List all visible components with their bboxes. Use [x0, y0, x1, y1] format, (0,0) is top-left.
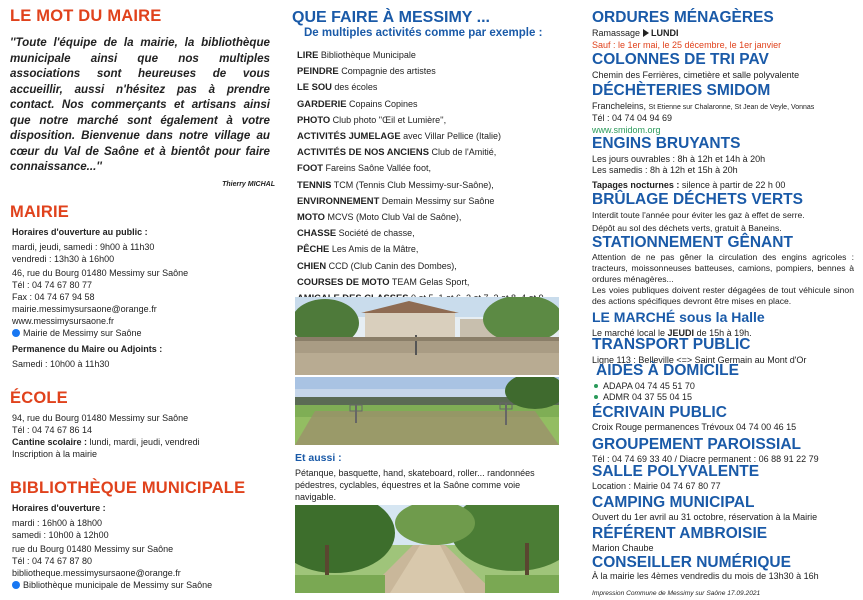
mairie-website[interactable]: www.messimysursaone.fr: [12, 316, 115, 326]
dech-tel: Tél : 04 74 04 94 69: [592, 113, 673, 123]
ambroisie-title: RÉFÉRENT AMBROISIE: [592, 525, 768, 542]
activity-name: PÊCHE: [297, 243, 330, 255]
activity-desc: des écoles: [331, 82, 378, 93]
admr-text: ADMR 04 37 55 04 15: [603, 392, 693, 402]
paroisse-title: GROUPEMENT PAROISSIAL: [592, 436, 801, 453]
activity-desc: Demain Messimy sur Saône: [379, 195, 495, 206]
ordures-title: ORDURES MÉNAGÈRES: [592, 9, 774, 26]
ecole-address: 94, rue du Bourg 01480 Messimy sur Saône: [12, 413, 189, 423]
activity-item: [297, 258, 565, 274]
ordures-ramassage: [592, 27, 679, 39]
activity-desc: Société de chasse,: [336, 228, 415, 239]
tapages: [592, 179, 785, 191]
ambroisie-text: Marion Chaube: [592, 543, 654, 553]
activity-list: [297, 47, 565, 306]
adapa-text: ADAPA 04 74 45 51 70: [603, 381, 695, 391]
tapages-label: Tapages nocturnes :: [592, 180, 680, 190]
photo-village-square: [295, 297, 559, 375]
activity-name: PHOTO: [297, 113, 331, 125]
biblio-hours-2: samedi : 10h00 à 12h00: [12, 530, 109, 540]
et-aussi-title: Et aussi :: [295, 452, 342, 464]
activity-item: [297, 47, 565, 63]
activity-item: [297, 160, 565, 176]
activity-name: LE SOU: [297, 81, 332, 93]
marche-title: LE MARCHÉ sous la Halle: [592, 309, 765, 325]
brulage-text-1: Interdit toute l'année pour éviter les gaz à effet de serre.: [592, 210, 805, 220]
tree-path-image: [295, 505, 559, 593]
mairie-perm: Samedi : 10h00 à 11h30: [12, 359, 110, 369]
photo-tree-path: [295, 505, 559, 593]
quefaire-subtitle: De multiples activités comme par exemple :: [304, 27, 543, 39]
activity-name: ACTIVITÉS DE NOS ANCIENS: [297, 146, 429, 158]
ecole-cantine-days: lundi, mardi, jeudi, vendredi: [87, 437, 200, 447]
transport-text: Ligne 113 : Belleville <=> Saint Germain au Mont d'Or: [592, 355, 807, 365]
et-aussi-text: Pétanque, basquette, hand, skateboard, roller... randonnées pédestres, cyclables, équestres et la Saône comme voie navigable.: [295, 468, 535, 502]
activity-name: LIRE: [297, 49, 319, 60]
aides-admr: [592, 391, 692, 403]
biblio-email[interactable]: bibliotheque.messimysursaone@orange.fr: [12, 568, 181, 578]
marche-post: de 15h à 19h.: [694, 328, 752, 338]
transport-title: TRANSPORT PUBLIC: [592, 336, 751, 353]
activity-name: CHASSE: [297, 227, 337, 239]
impression-note: Impression Commune de Messimy sur Saône 17.09.2021: [592, 590, 761, 597]
biblio-tel: Tél : 04 74 67 87 80: [12, 556, 93, 566]
activity-item: [297, 177, 565, 193]
activity-desc: TEAM Gelas Sport,: [389, 276, 470, 287]
brulage-title: BRÛLAGE DÉCHETS VERTS: [592, 191, 803, 208]
activity-name: GARDERIE: [297, 97, 347, 109]
camping-text: Ouvert du 1er avril au 31 octobre, réservation à la Mairie: [592, 512, 818, 522]
ecole-cantine: [12, 436, 274, 448]
activity-name: MOTO: [297, 211, 325, 223]
tri-text: Chemin des Ferrières, cimetière et salle polyvalente: [592, 70, 800, 80]
mot-title: LE MOT DU MAIRE: [10, 7, 162, 25]
activity-item: [297, 63, 565, 79]
biblio-hours-1: mardi : 16h00 à 18h00: [12, 518, 103, 528]
activity-item: [297, 112, 565, 128]
ramassage-day: LUNDI: [651, 28, 679, 38]
stat-text-2: Les voies publiques doivent rester dégagées de tout véhicule sinon des actions spécifiques devront être mises en place.: [592, 285, 854, 306]
activity-desc: Les Amis de la Mâtre,: [329, 244, 419, 255]
activity-item: [297, 193, 565, 209]
activity-desc: TCM (Tennis Club Messimy-sur-Saône),: [331, 179, 494, 190]
biblio-block: [12, 502, 274, 591]
mairie-block: [12, 226, 274, 370]
stat-title: STATIONNEMENT GÊNANT: [592, 234, 793, 251]
activity-desc: avec Villar Pellice (Italie): [400, 131, 502, 142]
ordures-sauf: Sauf : le 1er mai, le 25 décembre, le 1er janvier: [592, 40, 782, 50]
aides-title: AIDES À DOMICILE: [596, 362, 739, 379]
activity-item: [297, 96, 565, 112]
stat-text-1: Attention de ne pas gêner la circulation des engins agricoles : tracteurs, moissonneuses batteuses, camions, pompiers, bennes à ordures ménagères...: [592, 252, 854, 284]
mayor-signature: Thierry MICHAL: [222, 181, 275, 188]
activity-item: [297, 144, 565, 160]
activity-name: CHIEN: [297, 259, 327, 271]
paroisse-text: Tél : 04 74 69 33 40 / Diacre permanent : 06 88 91 22 79: [592, 454, 819, 464]
dech-city-others: St Etienne sur Chalaronne, St Jean de Veyle, Vonnas: [648, 104, 815, 111]
activity-item: [297, 79, 565, 95]
mairie-facebook[interactable]: [12, 327, 274, 339]
tapages-text: silence à partir de 22 h 00: [679, 180, 786, 190]
activity-item: [297, 241, 565, 257]
marche-pre: Le marché local le: [592, 328, 668, 338]
village-square-image: [295, 297, 559, 375]
activity-desc: MCVS (Moto Club Val de Saône),: [324, 212, 462, 223]
activity-desc: Club photo ''Œil et Lumière'',: [330, 114, 447, 125]
activity-desc: Club de l'Amitié,: [428, 147, 497, 158]
biblio-facebook-label: Bibliothèque municipale de Messimy sur Saône: [23, 580, 213, 590]
activity-item: [297, 274, 565, 290]
activity-item: [297, 128, 565, 144]
activity-desc: Compagnie des artistes: [338, 66, 436, 77]
brulage-text-2: Dépôt au sol des déchets verts, gratuit à Baneins.: [592, 223, 782, 233]
bruyants-saturdays: Les samedis : 8h à 12h et 15h à 20h: [592, 165, 738, 175]
ecole-title: ÉCOLE: [10, 389, 68, 407]
camping-title: CAMPING MUNICIPAL: [592, 494, 755, 511]
dech-city-main: Francheleins,: [592, 101, 649, 111]
salle-title: SALLE POLYVALENTE: [592, 463, 760, 480]
quefaire-title: QUE FAIRE À MESSIMY ...: [292, 9, 490, 26]
activity-name: ENVIRONNEMENT: [297, 194, 380, 206]
mairie-hours-1: mardi, jeudi, samedi : 9h00 à 11h30: [12, 242, 155, 252]
salle-text: Location : Mairie 04 74 67 80 77: [592, 481, 721, 491]
mairie-fax: Fax : 04 74 67 94 58: [12, 292, 95, 302]
biblio-title: BIBLIOTHÈQUE MUNICIPALE: [10, 479, 246, 497]
biblio-facebook[interactable]: [12, 579, 274, 591]
ecrivain-title: ÉCRIVAIN PUBLIC: [592, 404, 727, 421]
biblio-hours-label: Horaires d'ouverture :: [12, 503, 106, 513]
activity-desc: CCD (Club Canin des Dombes),: [326, 260, 457, 271]
tri-title: COLONNES DE TRI PAV: [592, 51, 769, 68]
ramassage-label: Ramassage: [592, 28, 641, 38]
bruyants-weekdays: Les jours ouvrables : 8h à 12h et 14h à 20h: [592, 154, 766, 164]
dech-web[interactable]: www.smidom.org: [592, 125, 661, 135]
bullet-icon: [594, 395, 598, 399]
mairie-hours-2: vendredi : 13h30 à 16h00: [12, 254, 115, 264]
ecole-cantine-label: Cantine scolaire :: [12, 437, 88, 447]
sports-field-image: [295, 377, 559, 445]
activity-item: [297, 209, 565, 225]
arrow-right-icon: [643, 29, 649, 37]
mayor-quote: ''Toute l'équipe de la mairie, la bibliothèque municipale ainsi que nos multiples associations sont heureuses de vous accueillir, aussi n'hésitez pas à prendre contact. Nos commerçants et artisans ainsi que notre marché sont également à votre disposition. Bienvenue dans notre village au cœur du Val de Saône et à bientôt pour faire connaissance...'': [10, 36, 270, 173]
bruyants-title: ENGINS BRUYANTS: [592, 135, 741, 152]
activity-desc: Fareins Saône Vallée foot,: [323, 163, 431, 174]
mairie-email[interactable]: mairie.messimysursaone@orange.fr: [12, 304, 157, 314]
mairie-address: 46, rue du Bourg 01480 Messimy sur Saône: [12, 268, 189, 278]
ecole-tel: Tél : 04 74 67 86 14: [12, 425, 93, 435]
photo-sports-field: [295, 377, 559, 445]
mairie-perm-label: Permanence du Maire ou Adjoints :: [12, 344, 163, 354]
mairie-facebook-label: Mairie de Messimy sur Saône: [23, 328, 142, 338]
activity-desc: Copains Copines: [346, 98, 418, 109]
facebook-icon: [12, 581, 20, 589]
activity-name: FOOT: [297, 162, 324, 174]
conseiller-text: À la mairie les 4èmes vendredis du mois de 13h30 à 16h: [592, 571, 819, 581]
mairie-hours-label: Horaires d'ouverture au public :: [12, 227, 148, 237]
marche-day: JEUDI: [667, 328, 695, 338]
dech-title: DÉCHÈTERIES SMIDOM: [592, 82, 771, 99]
activity-name: TENNIS: [297, 178, 332, 190]
ecole-inscription: Inscription à la mairie: [12, 449, 98, 459]
ecole-block: [12, 412, 274, 460]
mairie-tel: Tél : 04 74 67 80 77: [12, 280, 93, 290]
activity-name: PEINDRE: [297, 65, 339, 77]
activity-name: COURSES DE MOTO: [297, 275, 390, 287]
ecrivain-text: Croix Rouge permanences Trévoux 04 74 00 46 15: [592, 422, 797, 432]
bullet-icon: [594, 384, 598, 388]
activity-item: [297, 225, 565, 241]
conseiller-title: CONSEILLER NUMÉRIQUE: [592, 554, 791, 571]
activity-desc: Bibliothèque Municipale: [318, 50, 416, 60]
mairie-title: MAIRIE: [10, 203, 69, 221]
biblio-address: rue du Bourg 01480 Messimy sur Saône: [12, 544, 174, 554]
facebook-icon: [12, 329, 20, 337]
activity-name: ACTIVITÉS JUMELAGE: [297, 130, 401, 142]
